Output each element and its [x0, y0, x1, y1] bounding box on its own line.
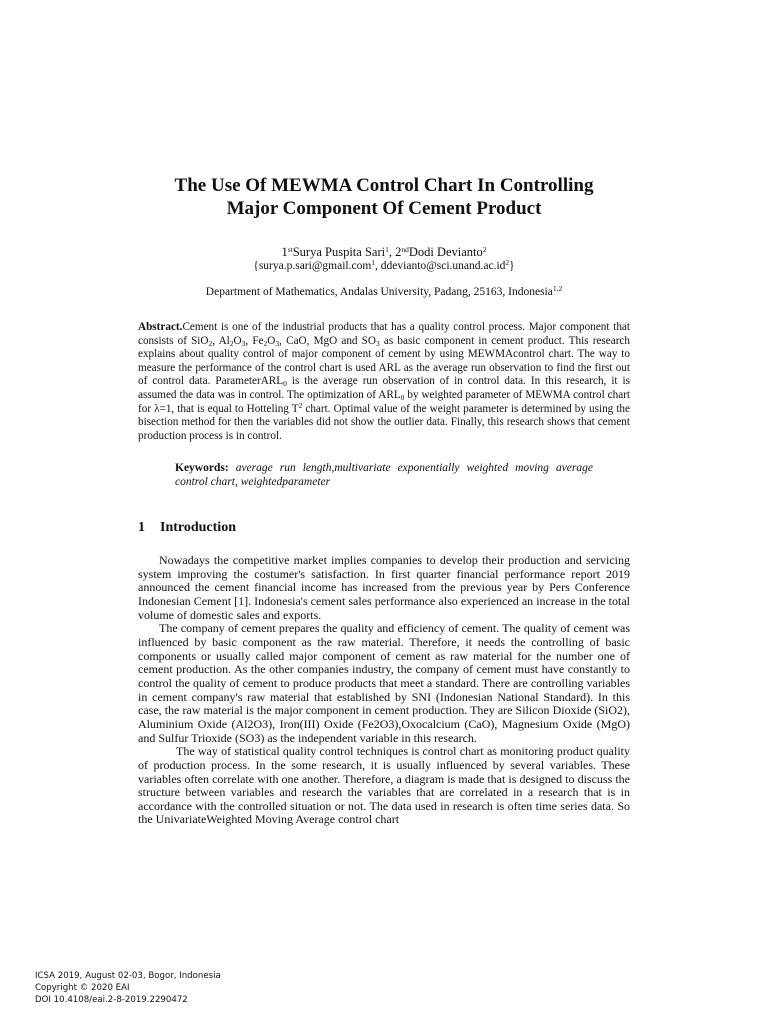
section-number: 1	[138, 520, 145, 535]
subscript: 0	[400, 392, 405, 402]
email-2-mark: 2	[505, 258, 510, 267]
abstract-text: Cement is one of the industrial products that has a quality control process. Major component that consists of SiO	[138, 321, 630, 347]
affiliation	[100, 285, 668, 300]
author-2-affiliation-mark: 2	[482, 245, 487, 254]
affiliation-text: Department of Mathematics, Andalas University, Padang, 25163, Indonesia	[205, 286, 553, 298]
keywords-text: average run length,multivariate exponentially weighted moving average control chart, weightedparameter	[175, 462, 593, 488]
author-2-order: 2	[395, 245, 402, 259]
abstract-label: Abstract.	[138, 321, 183, 333]
abstract-text: by weighted parameter of MEWMA control chart for λ=1, that is equal to Hotteling T	[138, 388, 631, 415]
email-1-mark: 1	[371, 258, 376, 267]
paragraph-2: The company of cement prepares the quality and efficiency of cement. The quality of cement was influenced by basic component as the raw material. Therefore, it needs the controlling of basic components or usually called major component of cement as raw material for the number one of cement production. As the other companies industry, the company of cement must have constantly to control the quality of cement to produce products that meet a standard. There are controlling variables in cement company's raw material that established by SNI (Indonesian National Standard). In this case, the raw material is the major component in cement production. They are Silicon Dioxide (SiO2), Aluminium Oxide (Al2O3), Iron(III) Oxide (Fe2O3),Oxocalcium (CaO), Magnesium Oxide (MgO) and Sulfur Trioxide (SO3) as the independent variable in this research.	[138, 621, 630, 745]
superscript: 2	[298, 400, 303, 410]
author-list	[100, 244, 668, 260]
paragraph-3: The way of statistical quality control techniques is control chart as monitoring product quality of production process. In the some research, it is usually influenced by several variables. These variables often correlate with one another. Therefore, a diagram is made that is designed to discuss the structure between variables and research the variables that are correlated in a research that is in accordance with the controlled situation or not. The data used in research is often time series data. So the UnivariateWeighted Moving Average control chart	[138, 744, 630, 827]
email-1: {surya.p.sari@gmail.com	[253, 260, 372, 272]
author-2	[395, 245, 486, 259]
subscript: 2	[263, 338, 268, 348]
title-line-2: Major Component Of Cement Product	[226, 198, 542, 219]
affiliation-mark: 1,2	[552, 284, 563, 293]
section-title: Introduction	[160, 520, 236, 535]
subscript: 3	[241, 338, 246, 348]
abstract-text: O	[267, 334, 276, 347]
footer-doi: DOI 10.4108/eai.2-8-2019.2290472	[35, 995, 188, 1005]
subscript: 3	[375, 338, 380, 348]
paragraph-1: Nowadays the competitive market implies companies to develop their production and servicing system improving the costumer's satisfaction. In first quarter financial performance report 2019 announced the cement financial income has increased from the previous year by Pers Conference Indonesian Cement [1]. Indonesia's cement sales performance also experienced an increase in the total volume of domestic sales and exports.	[138, 553, 630, 622]
subscript: 2	[208, 338, 213, 348]
author-1-name: Surya Puspita Sari	[292, 245, 386, 259]
subscript: 3	[275, 338, 280, 348]
paper-title	[120, 174, 648, 220]
author-2-order-suffix: nd	[401, 245, 409, 254]
abstract-text: as basic component in cement product. This research explains about quality control of major component of cement by using MEWMAcontrol chart. The way to measure the performance of the control chart is used ARL as the average run observation to find the first out of control data. ParameterARL	[138, 334, 630, 388]
author-emails	[100, 259, 668, 274]
abstract-text: is the average run observation of in control data. In this research, it is assumed the data was in control. The optimization of ARL	[138, 375, 630, 401]
abstract-text: , Al	[212, 334, 230, 347]
page-footer	[35, 970, 221, 1006]
author-separator: ,	[388, 245, 396, 259]
abstract-text: chart. Optimal value of the weight parameter is determined by using the bisection method for then the variables did not show the outlier data. Finally, this research shows that cement production process is in control.	[138, 402, 630, 442]
subscript: 2	[229, 338, 234, 348]
abstract	[138, 321, 630, 443]
title-line-1: The Use Of MEWMA Control Chart In Controlling	[174, 175, 594, 196]
footer-copyright: Copyright © 2020 EAI	[35, 983, 130, 993]
author-1	[281, 245, 388, 259]
footer-conference: ICSA 2019, August 02-03, Bogor, Indonesia	[35, 971, 221, 981]
abstract-text: , CaO, MgO and SO	[279, 334, 376, 347]
author-1-order: 1	[281, 245, 288, 259]
abstract-text: O	[233, 334, 242, 347]
introduction-body	[138, 554, 630, 827]
subscript: 0	[283, 379, 287, 389]
author-2-name: Dodi Devianto	[408, 245, 483, 259]
author-1-order-suffix: st	[287, 245, 293, 254]
section-heading-introduction	[138, 520, 236, 536]
email-2: , ddevianto@sci.unand.ac.id	[375, 260, 506, 272]
author-1-affiliation-mark: 1	[385, 245, 389, 254]
abstract-text: , Fe	[245, 334, 264, 347]
email-close: }	[509, 260, 515, 272]
keywords-label: Keywords:	[175, 462, 229, 474]
keywords	[175, 461, 593, 489]
